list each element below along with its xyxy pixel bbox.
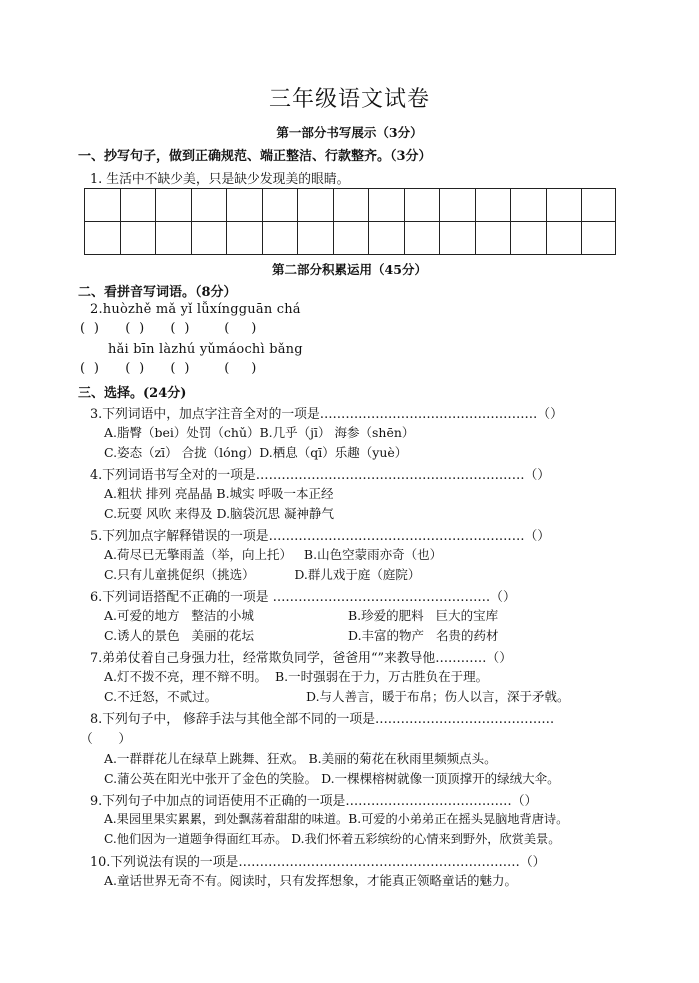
grid-col-divider bbox=[191, 189, 192, 254]
grid-col-divider bbox=[155, 189, 156, 254]
page-title: 三年级语文试卷 bbox=[268, 87, 430, 112]
grid-col-divider bbox=[120, 189, 121, 254]
option-line[interactable]: A.粗状 排列 亮晶晶 B.城实 呼吸一本正经 bbox=[104, 486, 334, 501]
grid-row-divider bbox=[85, 221, 615, 222]
copy-sentence: 1. 生活中不缺少美，只是缺少发现美的眼睛。 bbox=[90, 172, 350, 187]
part2-heading: 第二部分积累运用（45分） bbox=[272, 262, 427, 277]
grid-col-divider bbox=[404, 189, 405, 254]
option-line[interactable]: A.脂臀（bei）处罚（chǔ）B.几乎（jī） 海参（shēn） bbox=[104, 425, 415, 440]
option-c[interactable]: C.诱人的景色 美丽的花坛 bbox=[104, 628, 255, 643]
grid-col-divider bbox=[475, 189, 476, 254]
option-line[interactable]: C.只有儿童挑促织（挑选） D.群儿戏于庭（庭院） bbox=[104, 567, 421, 582]
grid-col-divider bbox=[510, 189, 511, 254]
option-line[interactable]: C.姿态（zī） 合拢（lóng）D.栖息（qī）乐趣（yuè） bbox=[104, 445, 408, 460]
option-a[interactable]: A.可爱的地方 整洁的小城 bbox=[104, 608, 254, 623]
option-line[interactable]: C.蒲公英在阳光中张开了金色的笑脸。 D.一棵棵榕树就像一顶顶撑开的绿绒大伞。 bbox=[104, 771, 560, 786]
answer-bracket[interactable]: （ ） bbox=[80, 732, 132, 747]
grid-col-divider bbox=[546, 189, 547, 254]
grid-col-divider bbox=[226, 189, 227, 254]
part1-heading: 第一部分书写展示（3分） bbox=[276, 125, 423, 140]
writing-grid[interactable] bbox=[84, 188, 616, 255]
section3-heading: 三、选择。(24分) bbox=[78, 386, 187, 401]
grid-col-divider bbox=[581, 189, 582, 254]
option-line[interactable]: C.他们因为一道题争得面红耳赤。 D.我们怀着五彩缤纷的心情来到野外，欣赏美景。 bbox=[104, 832, 561, 846]
option-line[interactable]: A.童话世界无奇不有。阅读时，只有发挥想象，才能真正领略童话的魅力。 bbox=[104, 873, 518, 888]
pinyin-row-2: hǎi bīn làzhú yǔmáochì bǎng bbox=[108, 342, 303, 357]
question-8: 8.下列句子中， 修辞手法与其他全部不同的一项是…………………………………… bbox=[90, 712, 555, 727]
option-b[interactable]: B.珍爱的肥料 巨大的宝库 bbox=[348, 608, 499, 623]
section1-heading: 一、抄写句子，做到正确规范、端正整洁、行款整齐。（3分） bbox=[78, 149, 432, 164]
option-line[interactable]: A.灯不拨不亮，理不辩不明。 B.一时强弱在于力，万古胜负在于理。 bbox=[104, 669, 489, 684]
grid-col-divider bbox=[333, 189, 334, 254]
option-line[interactable]: C.玩耍 风吹 来得及 D.脑袋沉思 凝神静气 bbox=[104, 506, 335, 521]
question-6: 6.下列词语搭配不正确的一项是 ……………………………………………（） bbox=[90, 590, 516, 605]
answer-brackets-row-2[interactable]: ( ) ( ) ( ) ( ) bbox=[80, 361, 257, 376]
option-line[interactable]: A.荷尽已无擎雨盖（举，向上托） B.山色空蒙雨亦奇（也） bbox=[104, 547, 443, 562]
option-c[interactable]: C.不迁怒，不贰过。 bbox=[104, 689, 218, 704]
question-4: 4.下列词语书写全对的一项是………………………………………………………（） bbox=[90, 468, 551, 483]
pinyin-row-1: 2.huòzhě mǎ yǐ lǚxíngguān chá bbox=[90, 302, 301, 317]
question-3: 3.下列词语中，加点字注音全对的一项是……………………………………………（） bbox=[90, 407, 563, 422]
grid-col-divider bbox=[439, 189, 440, 254]
option-d[interactable]: D.与人善言，暖于布帛；伤人以言，深于矛戟。 bbox=[306, 689, 570, 704]
question-7: 7.弟弟仗着自己身强力壮，经常欺负同学，爸爸用“”来教导他…………（） bbox=[90, 651, 512, 666]
question-10: 10.下列说法有误的一项是…………………………………………………………（） bbox=[90, 855, 546, 870]
option-line[interactable]: A.果园里果实累累，到处飘荡着甜甜的味道。B.可爱的小弟弟正在摇头晃脑地背唐诗。 bbox=[104, 812, 569, 826]
grid-col-divider bbox=[297, 189, 298, 254]
option-d[interactable]: D.丰富的物产 名贵的药材 bbox=[348, 628, 499, 643]
grid-col-divider bbox=[368, 189, 369, 254]
question-5: 5.下列加点字解释错误的一项是……………………………………………………（） bbox=[90, 529, 551, 544]
answer-brackets-row-1[interactable]: ( ) ( ) ( ) ( ) bbox=[80, 321, 257, 336]
section2-heading: 二、看拼音写词语。（8分） bbox=[78, 285, 237, 300]
question-9: 9.下列句子中加点的词语使用不正确的一项是…………………………………（） bbox=[90, 794, 538, 809]
option-line[interactable]: A.一群群花儿在绿草上跳舞、狂欢。 B.美丽的菊花在秋雨里频频点头。 bbox=[104, 751, 497, 766]
grid-col-divider bbox=[262, 189, 263, 254]
